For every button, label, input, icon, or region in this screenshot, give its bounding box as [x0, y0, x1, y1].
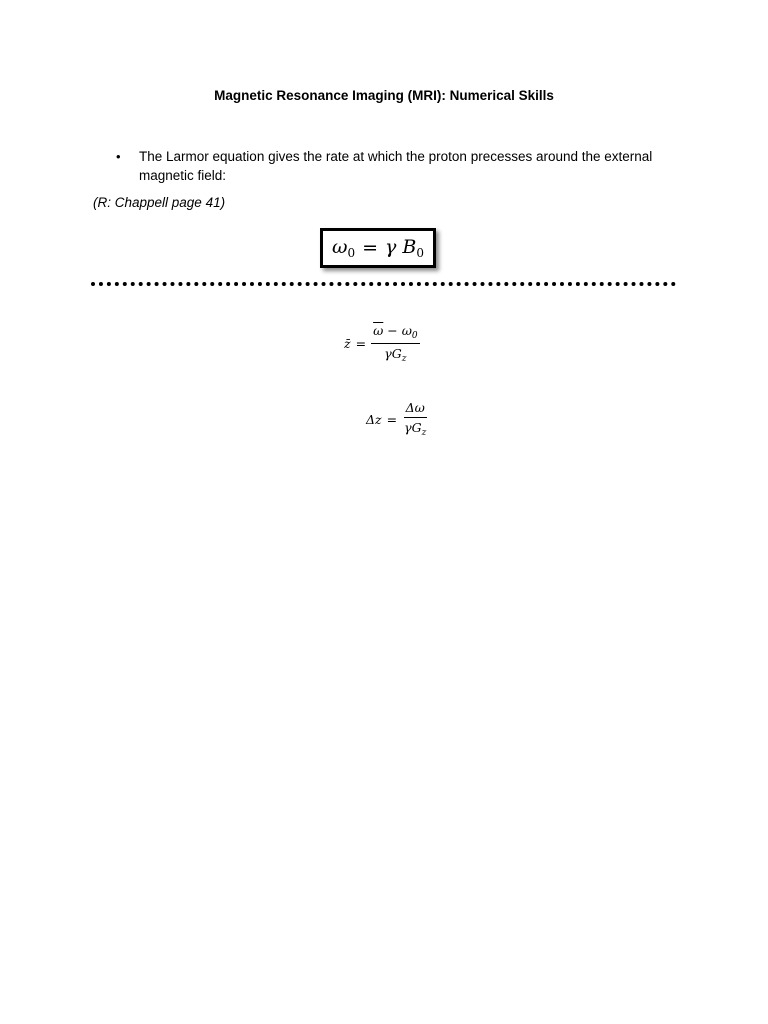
page-title: Magnetic Resonance Imaging (MRI): Numerical Skills [214, 88, 554, 103]
reference-note: (R: Chappell page 41) [93, 195, 226, 210]
formula-z-bar-lhs: z̄ [344, 336, 351, 351]
formula-delta-z-denominator: $\gamma G_z$ [404, 420, 427, 438]
formula-delta-z-numerator: Δω [404, 400, 427, 418]
formula-delta-z-lhs: Δz [366, 411, 382, 427]
larmor-lhs: $\omega_0$ [331, 236, 356, 260]
formula-z-bar-numerator: $\overline{\omega} - \omega_0$ [371, 323, 420, 344]
bullet-dot-icon: • [116, 149, 121, 164]
formula-z-bar [344, 323, 420, 364]
formula-z-bar-fraction [371, 323, 420, 364]
larmor-equals: = [362, 237, 379, 259]
formula-z-bar-equals: = [355, 336, 367, 351]
formula-delta-z [366, 400, 428, 438]
dotted-divider [91, 282, 676, 286]
larmor-rhs: γ $B_0$ [385, 236, 425, 260]
larmor-equation-box [320, 228, 436, 268]
formula-delta-z-equals: = [386, 411, 398, 427]
formula-delta-z-fraction [402, 400, 428, 438]
formula-z-bar-denominator: $\gamma G_z$ [384, 346, 407, 364]
bullet-text: The Larmor equation gives the rate at which the proton precesses around the external magnetic field: [139, 149, 653, 183]
